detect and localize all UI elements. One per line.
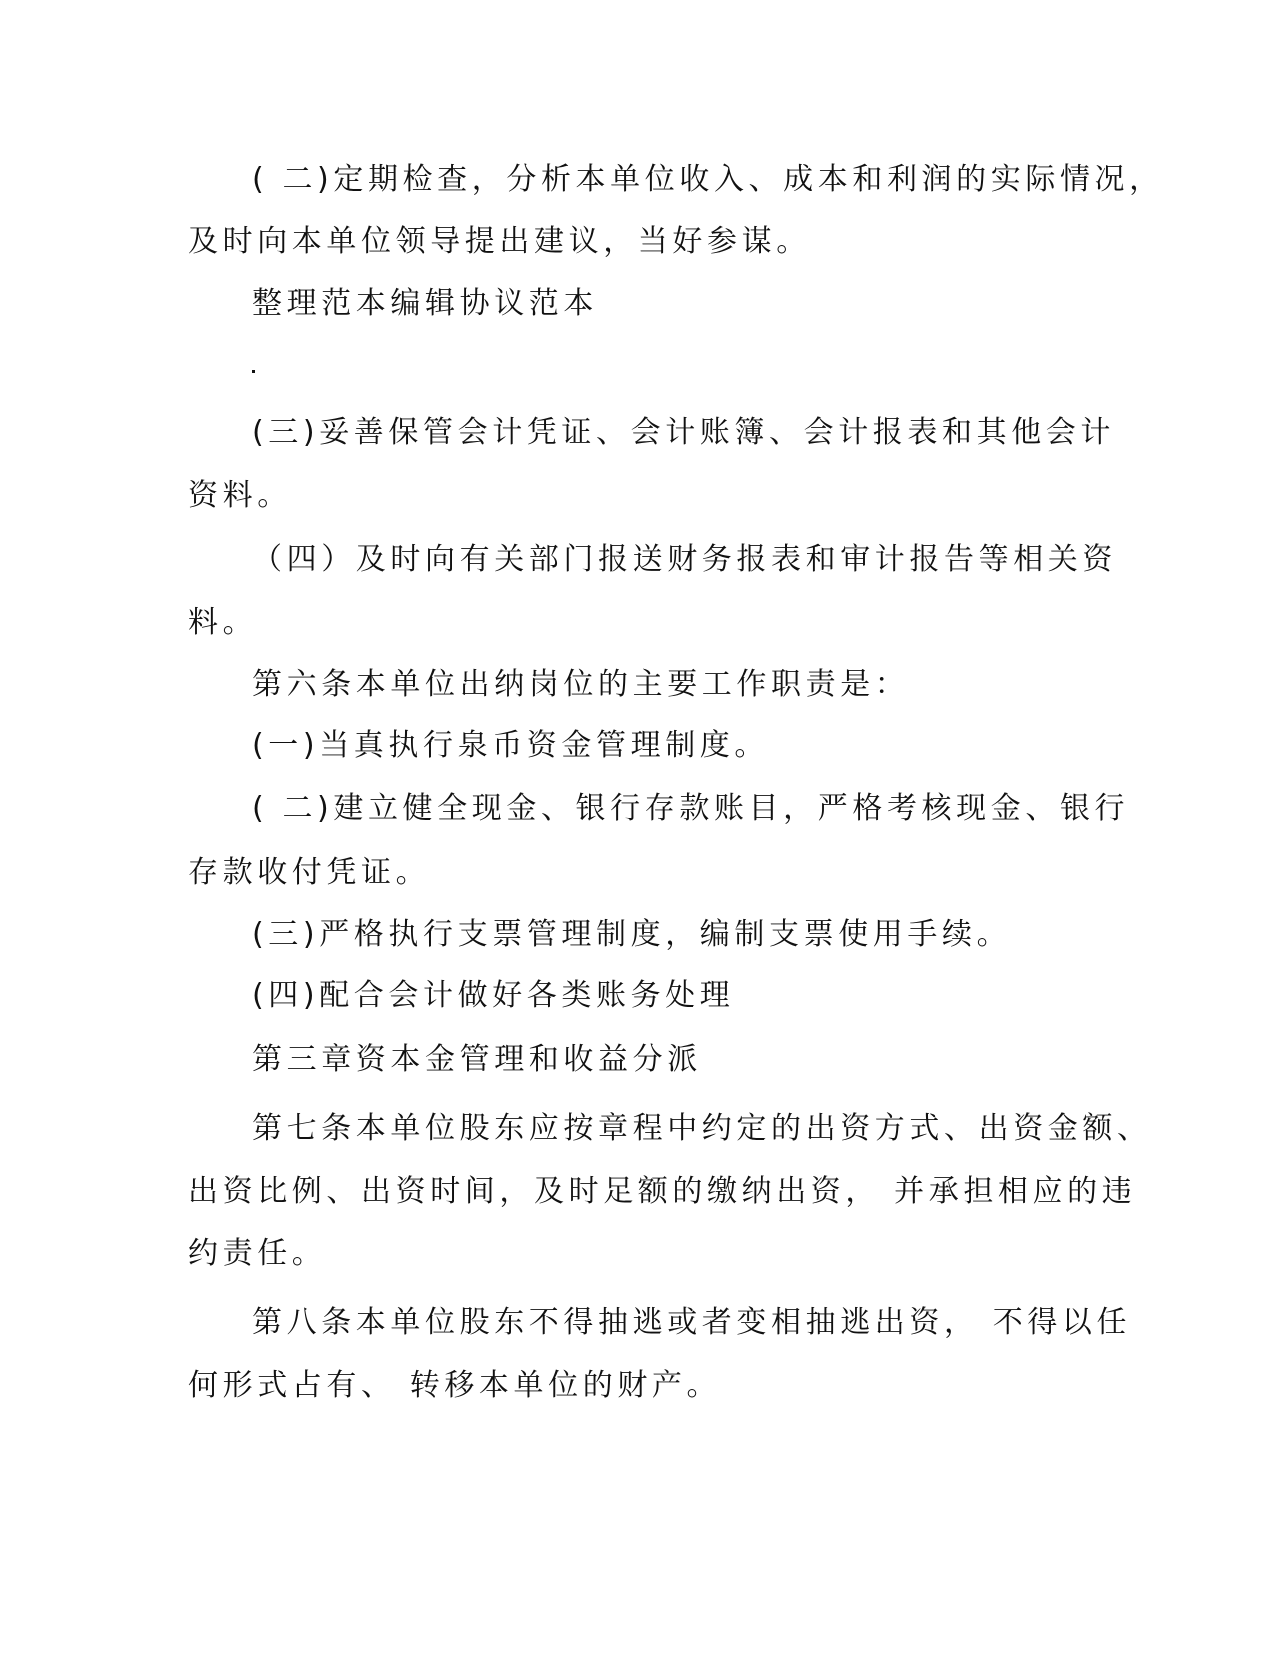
paragraph-line-14: (四)配合会计做好各类账务处理 — [252, 978, 735, 1013]
paragraph-line-7: （四）及时向有关部门报送财务报表和审计报告等相关资 — [252, 542, 1117, 577]
paragraph-line-15: 第三章资本金管理和收益分派 — [252, 1042, 702, 1077]
paragraph-line-6: 资料。 — [188, 478, 292, 513]
stray-period-mark — [252, 370, 255, 373]
paragraph-line-12: 存款收付凭证。 — [188, 855, 431, 890]
paragraph-line-20: 何形式占有、 转移本单位的财产。 — [188, 1368, 722, 1403]
paragraph-line-13: (三)严格执行支票管理制度，编制支票使用手续。 — [252, 917, 1012, 952]
paragraph-line-16: 第七条本单位股东应按章程中约定的出资方式、出资金额、 — [252, 1111, 1152, 1146]
paragraph-line-9: 第六条本单位出纳岗位的主要工作职责是： — [252, 667, 910, 702]
paragraph-line-10: (一)当真执行泉币资金管理制度。 — [252, 728, 770, 763]
paragraph-line-1: ( 二)定期检查，分析本单位收入、成本和利润的实际情况， — [252, 162, 1164, 197]
paragraph-line-11: ( 二)建立健全现金、银行存款账目，严格考核现金、银行 — [252, 791, 1130, 826]
paragraph-line-5: (三)妥善保管会计凭证、会计账簿、会计报表和其他会计 — [252, 415, 1116, 450]
paragraph-line-2: 及时向本单位领导提出建议，当好参谋。 — [188, 224, 811, 259]
paragraph-line-17: 出资比例、出资时间，及时足额的缴纳出资， 并承担相应的违 — [188, 1174, 1137, 1209]
paragraph-line-3: 整理范本编辑协议范本 — [252, 286, 598, 321]
paragraph-line-8: 料。 — [188, 605, 258, 640]
paragraph-line-19: 第八条本单位股东不得抽逃或者变相抽逃出资， 不得以任 — [252, 1305, 1132, 1340]
paragraph-line-18: 约责任。 — [188, 1236, 327, 1271]
